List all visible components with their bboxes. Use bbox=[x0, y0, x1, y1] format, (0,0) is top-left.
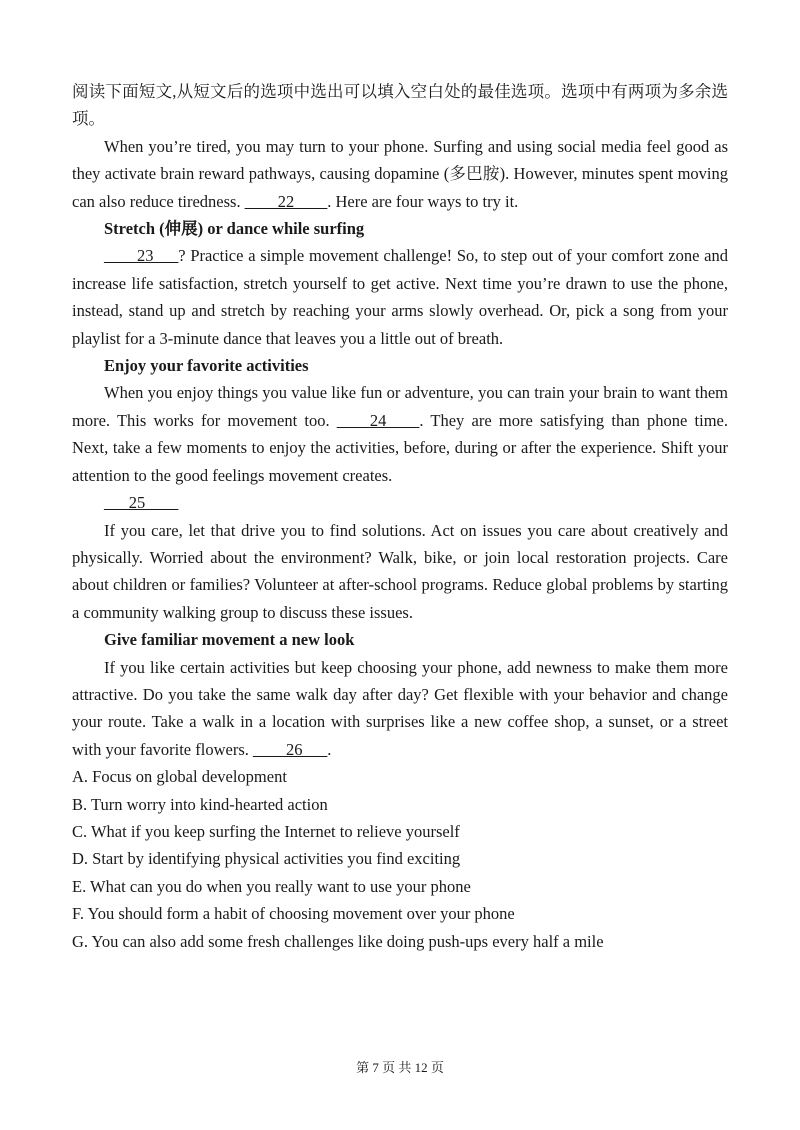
blank-22: ____22____ bbox=[244, 191, 328, 211]
section-paragraph-enjoy bbox=[72, 379, 728, 489]
option-a: A. Focus on global development bbox=[72, 767, 287, 787]
page-footer: 第 7 页 共 12 页 bbox=[356, 1060, 444, 1075]
option-f: F. You should form a habit of choosing movement over your phone bbox=[72, 904, 515, 924]
blank-25: ___25____ bbox=[104, 493, 179, 513]
section-heading-blank-25 bbox=[72, 489, 728, 516]
blank-26: ____26___ bbox=[253, 739, 328, 759]
blank-24: ____24____ bbox=[336, 410, 420, 430]
section-paragraph-stretch bbox=[72, 242, 728, 352]
intro-text: When you’re tired, you may turn to your phone. Surfing and using social media feel good as they activate brain reward pathways, causing dopamine (多巴胺). However, minutes spent moving can also reduce tiredness. bbox=[72, 136, 728, 211]
option-d: D. Start by identifying physical activities you find exciting bbox=[72, 849, 461, 869]
document-page bbox=[72, 78, 728, 955]
option-c: C. What if you keep surfing the Internet to relieve yourself bbox=[72, 821, 460, 841]
option-g: G. You can also add some fresh challenges like doing push-ups every half a mile bbox=[72, 931, 604, 951]
options-list bbox=[72, 763, 728, 955]
intro-paragraph bbox=[72, 133, 728, 215]
section-text-enjoy-after: . They are more satisfying than phone time. Next, take a few moments to enjoy the activities, before, during or after the experience. Shift your attention to the good feelings movement creates. bbox=[72, 410, 728, 485]
section-heading-stretch: Stretch (伸展) or dance while surfing bbox=[104, 219, 365, 239]
option-b: B. Turn worry into kind-hearted action bbox=[72, 794, 328, 814]
section-heading-enjoy: Enjoy your favorite activities bbox=[104, 356, 309, 376]
section-text-enjoy: When you enjoy things you value like fun or adventure, you can train your brain to want them more. This works for movement too. bbox=[72, 383, 728, 430]
section-heading-familiar: Give familiar movement a new look bbox=[104, 630, 355, 650]
section-paragraph-familiar bbox=[72, 654, 728, 764]
blank-23: ____23___ bbox=[104, 246, 179, 266]
section-text-stretch: ? Practice a simple movement challenge! So, to step out of your comfort zone and increase life satisfaction, stretch yourself to get active. Next time you’re drawn to use the phone, instead, stand up and stretch by reaching your arms slowly overhead. Or, pick a song from your playlist for a 3-minute dance that leaves you a little out of breath. bbox=[72, 246, 728, 348]
instruction-text: 阅读下面短文,从短文后的选项中选出可以填入空白处的最佳选项。选项中有两项为多余选项。 bbox=[72, 82, 728, 129]
section-paragraph-care: If you care, let that drive you to find solutions. Act on issues you care about creatively and physically. Worried about the environment? Walk, bike, or join local restoration projects. Care about children or families? Volunteer at after-school programs. Reduce global problems by starting a community walking group to discuss these issues. bbox=[72, 520, 728, 622]
option-e: E. What can you do when you really want to use your phone bbox=[72, 876, 471, 896]
intro-text-after: . Here are four ways to try it. bbox=[327, 191, 519, 211]
section-text-familiar-after: . bbox=[327, 739, 332, 759]
section-text-familiar: If you like certain activities but keep choosing your phone, add newness to make them more attractive. Do you take the same walk day after day? Get flexible with your behavior and change your route. Take a walk in a location with surprises like a new coffee shop, a sunset, or a street with your favorite flowers. bbox=[72, 657, 728, 759]
